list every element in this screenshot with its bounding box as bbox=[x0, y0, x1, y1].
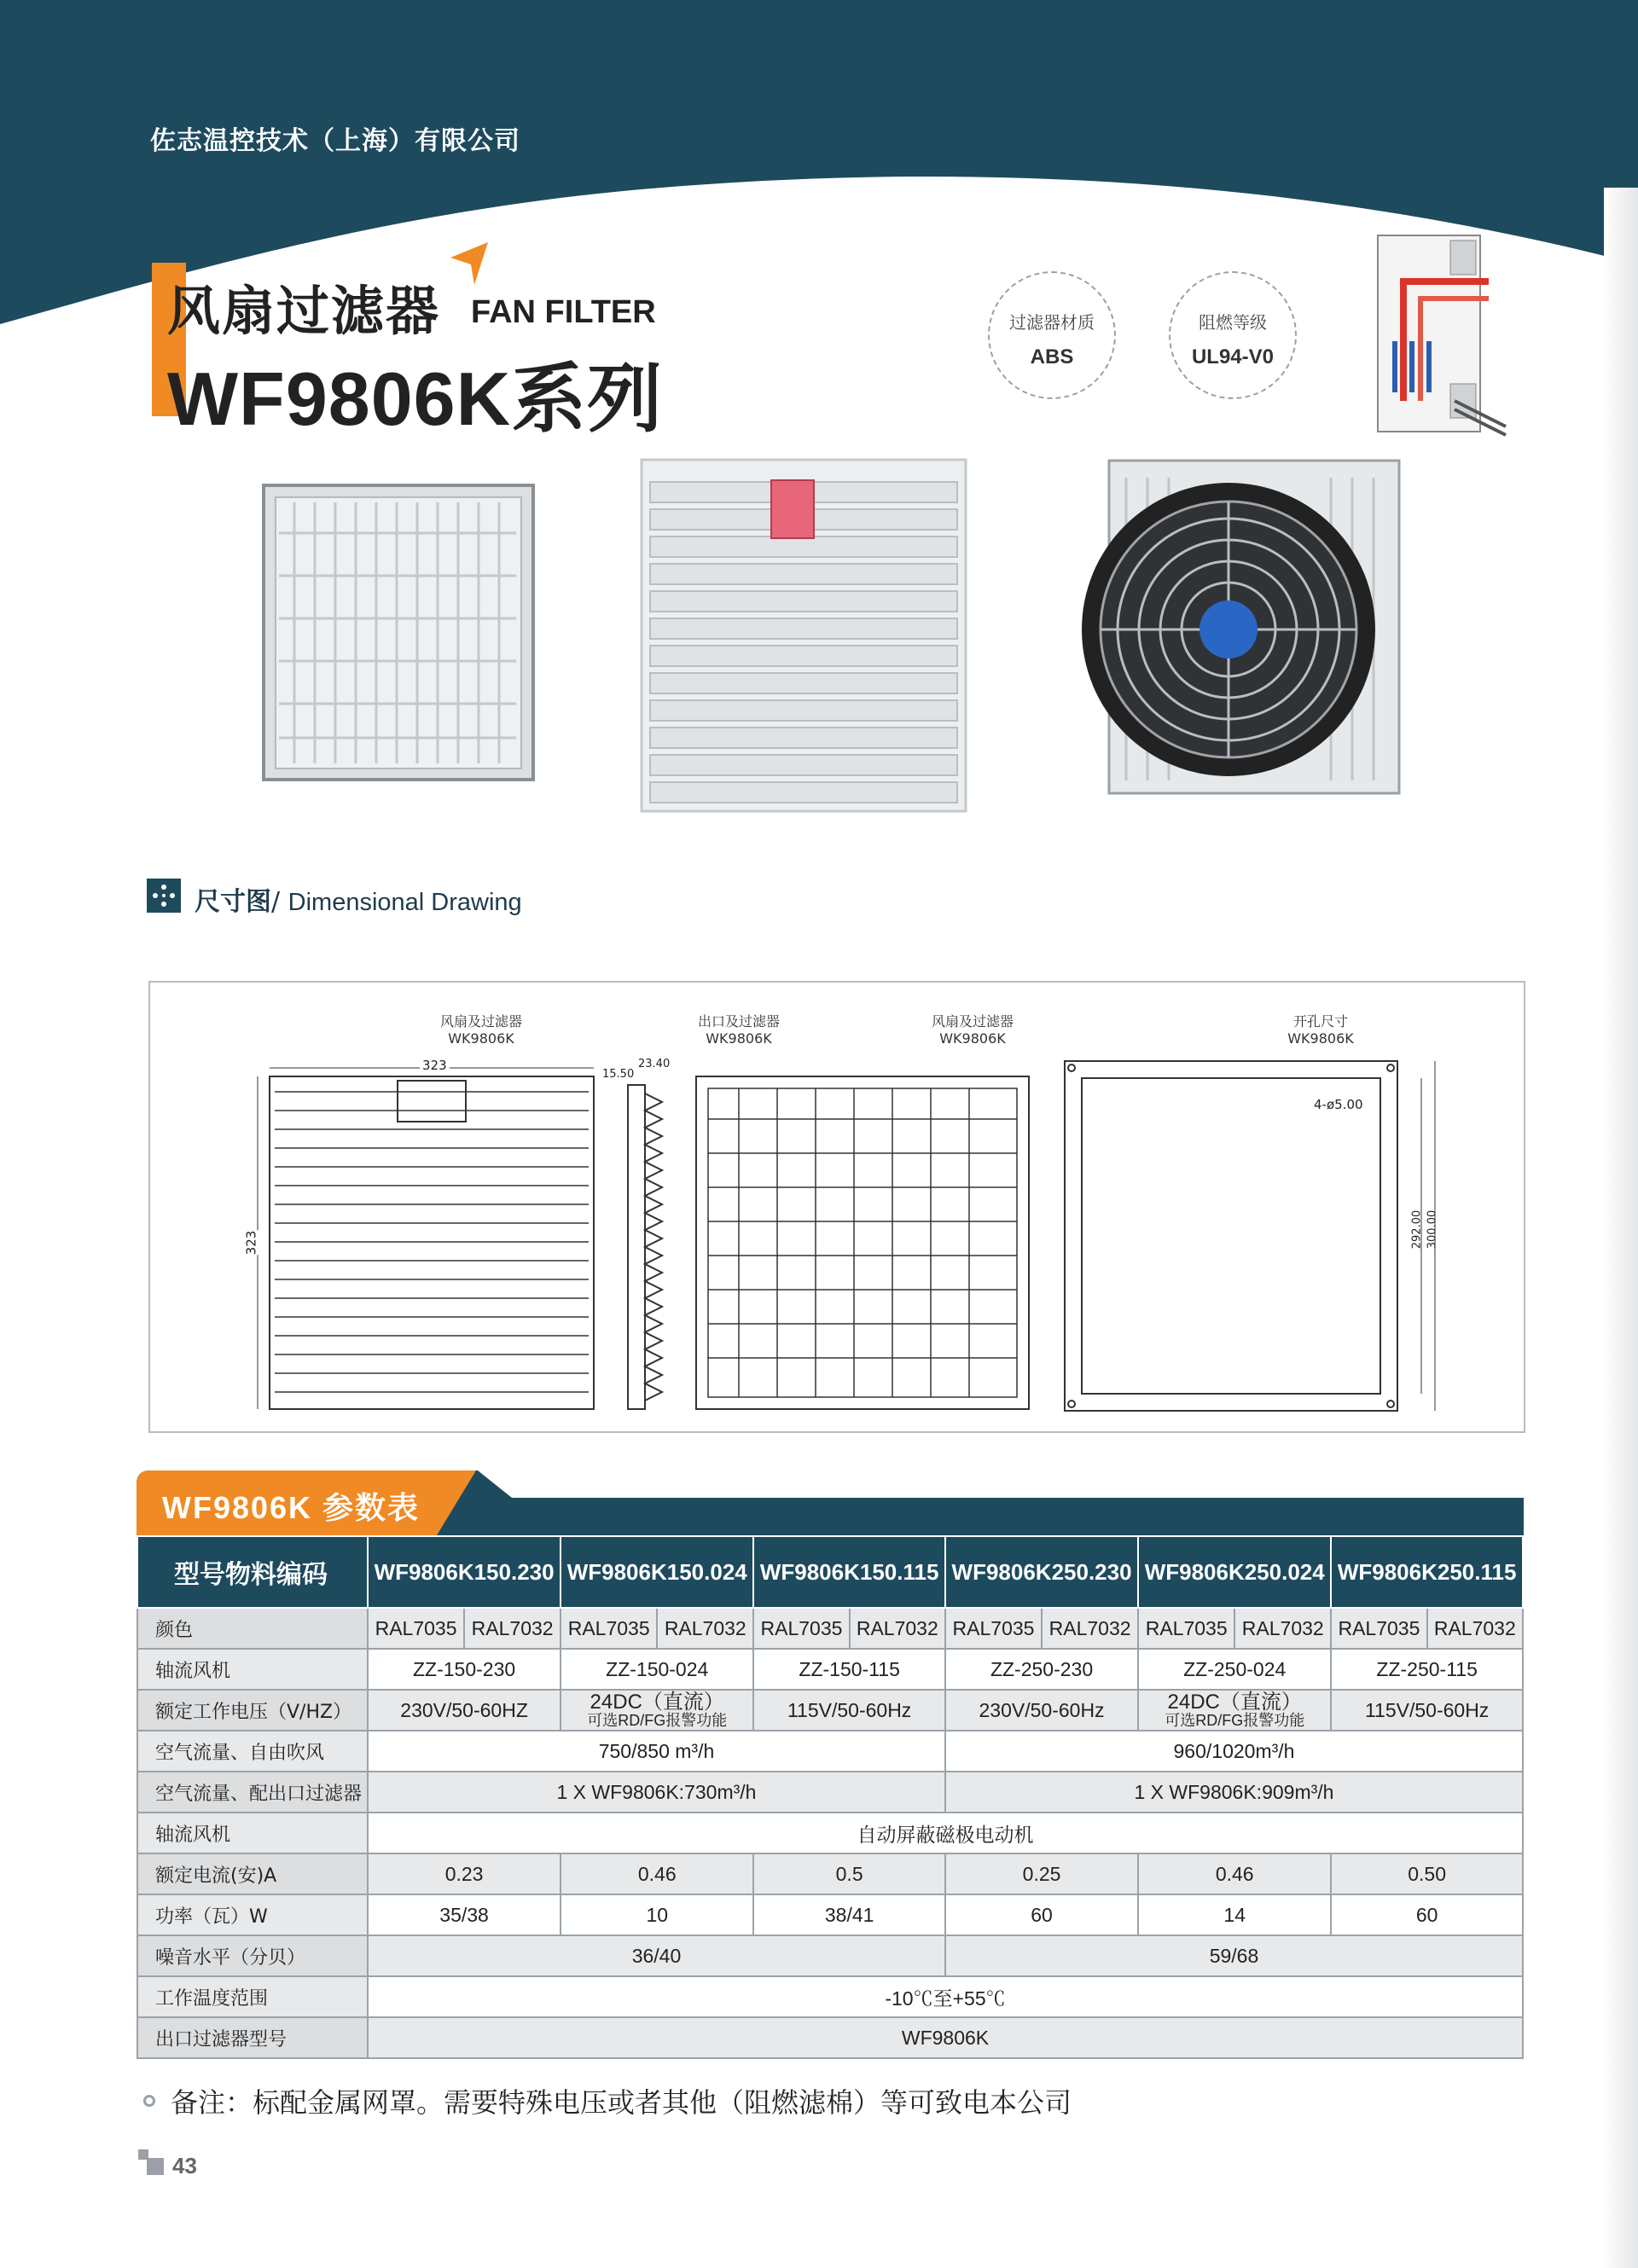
cabinet-airflow-illustration bbox=[1369, 230, 1519, 439]
row-label: 额定电流(安)A bbox=[137, 1853, 368, 1894]
page-marker-icon bbox=[147, 2158, 164, 2175]
current-cell: 0.23 bbox=[368, 1853, 561, 1894]
table-row-motor bbox=[137, 1813, 1523, 1853]
fan-filter-photo bbox=[1075, 452, 1403, 802]
row-label: 空气流量、配出口过滤器 bbox=[137, 1772, 368, 1813]
product-title-cn: 风扇过滤器 bbox=[167, 280, 441, 342]
technical-drawing bbox=[150, 983, 1524, 1431]
dim-cut-b: 300.00 bbox=[1426, 1209, 1439, 1250]
flame-rating-value: UL94-V0 bbox=[1191, 345, 1275, 368]
color-cell: RAL7032 bbox=[1427, 1608, 1523, 1649]
temp-cell: -10℃至+55℃ bbox=[368, 1976, 1523, 2017]
page-edge-shade bbox=[1604, 188, 1638, 2268]
drawing-label-line2: WK9806K bbox=[939, 1030, 1006, 1047]
footnote bbox=[171, 2081, 1072, 2120]
row-label: 出口过滤器型号 bbox=[137, 2017, 368, 2058]
note-bullet-icon bbox=[143, 2095, 155, 2107]
drawing-label-line1: 出口及过滤器 bbox=[697, 1013, 780, 1030]
table-title: WF9806K 参数表 bbox=[162, 1490, 421, 1525]
color-cell: RAL7035 bbox=[561, 1608, 657, 1649]
table-row-voltage bbox=[137, 1690, 1523, 1731]
row-label: 轴流风机 bbox=[137, 1813, 368, 1853]
outlet-cell: WF9806K bbox=[368, 2017, 1523, 2058]
power-cell: 60 bbox=[945, 1894, 1138, 1935]
fan-cell: ZZ-150-230 bbox=[368, 1649, 561, 1690]
color-cell: RAL7032 bbox=[1234, 1608, 1331, 1649]
color-cell: RAL7035 bbox=[368, 1608, 464, 1649]
power-cell: 35/38 bbox=[368, 1894, 561, 1935]
voltage-cell: 230V/50-60Hz bbox=[945, 1690, 1138, 1731]
color-cell: RAL7032 bbox=[657, 1608, 753, 1649]
airflow-free-250: 960/1020m³/h bbox=[945, 1731, 1523, 1772]
dimensional-drawing-heading bbox=[195, 880, 522, 918]
dim-side-a: 23.40 bbox=[638, 1058, 671, 1070]
voltage-main: 24DC（直流） bbox=[1167, 1691, 1302, 1714]
model-header: WF9806K150.115 bbox=[753, 1536, 945, 1608]
product-title-en: FAN FILTER bbox=[471, 294, 656, 330]
noise-150: 36/40 bbox=[368, 1935, 945, 1976]
voltage-cell: 230V/50-60HZ bbox=[368, 1690, 561, 1731]
model-header: WF9806K250.115 bbox=[1331, 1536, 1523, 1608]
motor-cell: 自动屏蔽磁极电动机 bbox=[368, 1813, 1523, 1853]
model-header: WF9806K250.024 bbox=[1138, 1536, 1331, 1608]
fan-cell: ZZ-250-115 bbox=[1331, 1649, 1523, 1690]
fan-cell: ZZ-150-115 bbox=[753, 1649, 945, 1690]
flame-rating-badge bbox=[1169, 271, 1297, 399]
material-badge-label: 过滤器材质 bbox=[1009, 312, 1095, 333]
header-label: 型号物料编码 bbox=[137, 1536, 368, 1608]
voltage-main: 24DC（直流） bbox=[590, 1691, 724, 1714]
dim-side-b: 15.50 bbox=[602, 1068, 635, 1081]
orange-arrow-icon bbox=[444, 241, 495, 292]
drawing-label-line1: 风扇及过滤器 bbox=[439, 1013, 522, 1030]
color-cell: RAL7032 bbox=[1042, 1608, 1138, 1649]
flame-rating-label: 阻燃等级 bbox=[1199, 312, 1267, 333]
section-title-en: Dimensional Drawing bbox=[288, 889, 522, 916]
noise-250: 59/68 bbox=[945, 1935, 1523, 1976]
voltage-cell: 115V/50-60Hz bbox=[1331, 1690, 1523, 1731]
fan-cell: ZZ-250-230 bbox=[945, 1649, 1138, 1690]
fan-cell: ZZ-150-024 bbox=[561, 1649, 753, 1690]
fan-cell: ZZ-250-024 bbox=[1138, 1649, 1331, 1690]
current-cell: 0.46 bbox=[1138, 1853, 1331, 1894]
dim-height: 323 bbox=[243, 1230, 259, 1256]
color-cell: RAL7035 bbox=[945, 1608, 1042, 1649]
dimensional-drawing-frame bbox=[148, 981, 1525, 1433]
table-row-temp bbox=[137, 1976, 1523, 2017]
color-cell: RAL7032 bbox=[850, 1608, 945, 1649]
voltage-sub: 可选RD/FG报警功能 bbox=[1165, 1712, 1305, 1729]
table-row-outlet bbox=[137, 2017, 1523, 2058]
current-cell: 0.50 bbox=[1331, 1853, 1523, 1894]
material-badge-value: ABS bbox=[1030, 345, 1074, 368]
dim-cut-a: 292.00 bbox=[1410, 1209, 1424, 1250]
current-cell: 0.46 bbox=[561, 1853, 753, 1894]
voltage-cell bbox=[561, 1690, 753, 1731]
drawing-label-line1: 风扇及过滤器 bbox=[931, 1013, 1014, 1030]
row-label: 噪音水平（分贝） bbox=[137, 1935, 368, 1976]
color-cell: RAL7035 bbox=[1331, 1608, 1426, 1649]
color-cell: RAL7035 bbox=[753, 1608, 849, 1649]
page-number: 43 bbox=[172, 2153, 197, 2178]
section-title-cn: 尺寸图 bbox=[195, 887, 271, 917]
table-row-airflow-free bbox=[137, 1731, 1523, 1772]
current-cell: 0.5 bbox=[753, 1853, 945, 1894]
color-cell: RAL7035 bbox=[1138, 1608, 1234, 1649]
row-label: 功率（瓦）W bbox=[137, 1894, 368, 1935]
voltage-cell: 115V/50-60Hz bbox=[753, 1690, 945, 1731]
table-row-fan bbox=[137, 1649, 1523, 1690]
drawing-label-line1: 开孔尺寸 bbox=[1292, 1013, 1348, 1030]
airflow-filter-250: 1 X WF9806K:909m³/h bbox=[945, 1772, 1523, 1813]
airflow-filter-150: 1 X WF9806K:730m³/h bbox=[368, 1772, 945, 1813]
product-series-title: WF9806K系列 bbox=[167, 357, 664, 441]
model-header: WF9806K150.024 bbox=[561, 1536, 753, 1608]
section-title-sep: / bbox=[271, 887, 288, 917]
filter-panel-photo bbox=[260, 482, 537, 785]
voltage-sub: 可选RD/FG报警功能 bbox=[587, 1712, 728, 1729]
dim-hole: 4-ø5.00 bbox=[1314, 1097, 1363, 1112]
row-label: 额定工作电压（V/HZ） bbox=[137, 1690, 368, 1731]
outlet-grille-photo bbox=[638, 456, 969, 815]
drawing-label-line2: WK9806K bbox=[1287, 1030, 1354, 1047]
drawing-label-line2: WK9806K bbox=[448, 1030, 514, 1047]
current-cell: 0.25 bbox=[945, 1853, 1138, 1894]
dim-width: 323 bbox=[420, 1058, 450, 1073]
power-cell: 10 bbox=[561, 1894, 753, 1935]
model-header: WF9806K150.230 bbox=[368, 1536, 561, 1608]
row-label: 空气流量、自由吹风 bbox=[137, 1731, 368, 1772]
table-row-color bbox=[137, 1608, 1523, 1649]
drawing-label-line2: WK9806K bbox=[706, 1030, 772, 1047]
table-row-noise bbox=[137, 1935, 1523, 1976]
power-cell: 14 bbox=[1138, 1894, 1331, 1935]
parameter-table bbox=[136, 1535, 1524, 2059]
material-badge bbox=[988, 271, 1116, 399]
row-label: 轴流风机 bbox=[137, 1649, 368, 1690]
footnote-text: 备注：标配金属网罩。需要特殊电压或者其他（阻燃滤棉）等可致电本公司 bbox=[171, 2086, 1072, 2119]
airflow-free-150: 750/850 m³/h bbox=[368, 1731, 945, 1772]
table-row-power bbox=[137, 1894, 1523, 1935]
table-header-row bbox=[137, 1536, 1523, 1608]
color-cell: RAL7032 bbox=[464, 1608, 561, 1649]
drawing-section-icon bbox=[147, 879, 181, 913]
table-row-airflow-filter bbox=[137, 1772, 1523, 1813]
table-row-current bbox=[137, 1853, 1523, 1894]
company-name: 佐志温控技术（上海）有限公司 bbox=[150, 126, 520, 156]
table-title-bar bbox=[495, 1498, 1524, 1535]
power-cell: 60 bbox=[1331, 1894, 1523, 1935]
row-label: 工作温度范围 bbox=[137, 1976, 368, 2017]
voltage-cell bbox=[1138, 1690, 1331, 1731]
row-label: 颜色 bbox=[137, 1608, 368, 1649]
power-cell: 38/41 bbox=[753, 1894, 945, 1935]
model-header: WF9806K250.230 bbox=[945, 1536, 1138, 1608]
